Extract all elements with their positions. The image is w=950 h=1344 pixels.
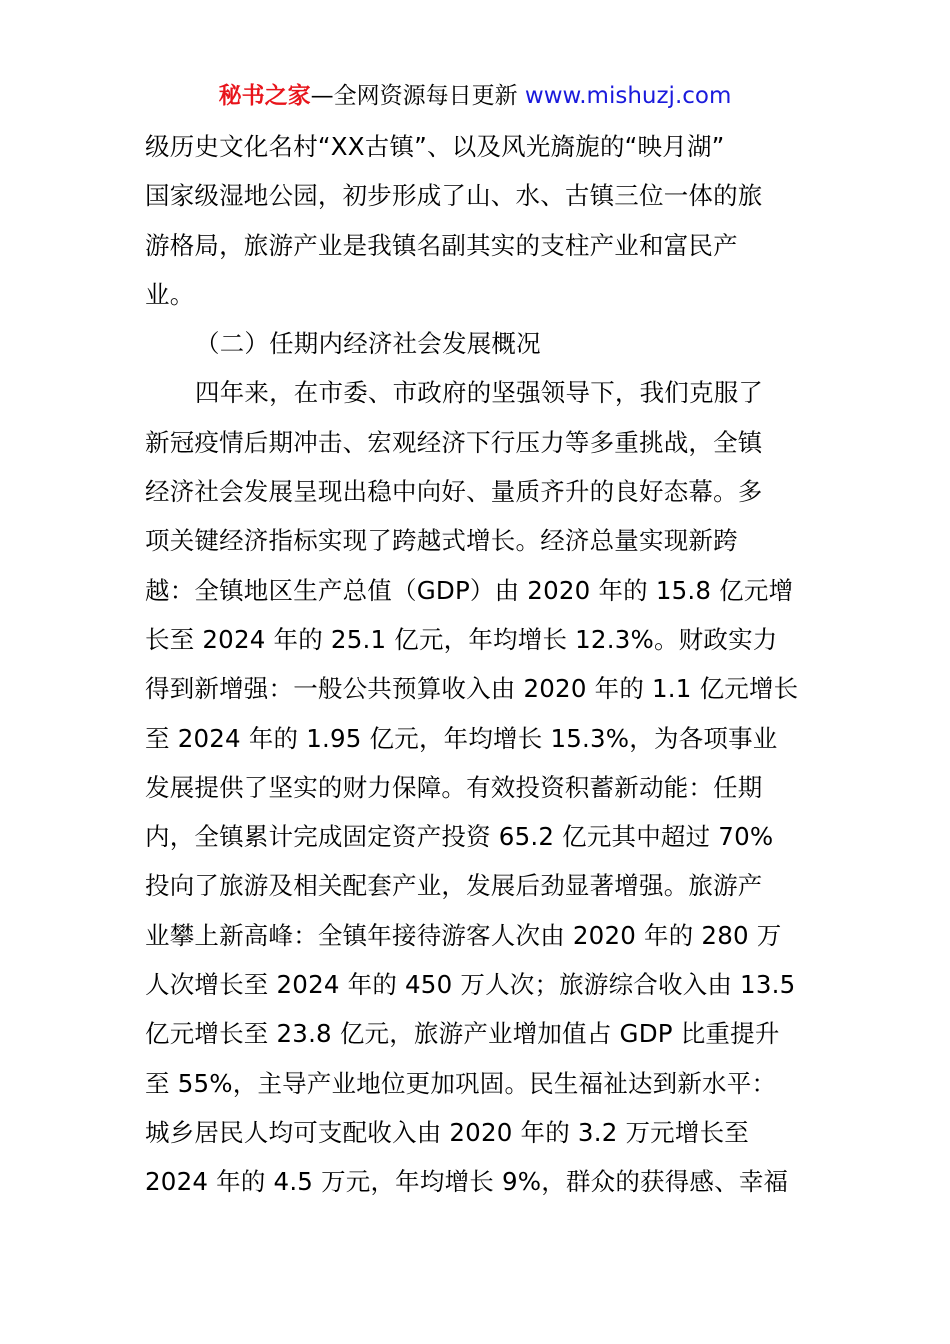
text-line: 发展提供了坚实的财力保障。有效投资积蓄新动能：任期 [145, 772, 763, 802]
text-line: 内，全镇累计完成固定资产投资 65.2 亿元其中超过 70% [145, 822, 774, 852]
text-line: 越：全镇地区生产总值（GDP）由 2020 年的 15.8 亿元增 [145, 575, 794, 605]
text-line: 至 2024 年的 1.95 亿元，年均增长 15.3%，为各项事业 [145, 723, 778, 753]
text-line: 国家级湿地公园，初步形成了山、水、古镇三位一体的旅 [145, 181, 763, 211]
text-line: 项关键经济指标实现了跨越式增长。经济总量实现新跨 [145, 526, 738, 556]
text-line: 人次增长至 2024 年的 450 万人次；旅游综合收入由 13.5 [145, 970, 796, 1000]
text-line: 新冠疫情后期冲击、宏观经济下行压力等多重挑战，全镇 [145, 427, 763, 457]
text-line: 业。 [145, 279, 195, 309]
text-line: 至 55%，主导产业地位更加巩固。民生福祉达到新水平： [145, 1068, 777, 1098]
site-slogan: —全网资源每日更新 [310, 83, 525, 109]
site-header [0, 80, 950, 112]
text-line: 游格局，旅游产业是我镇名副其实的支柱产业和富民产 [145, 230, 738, 260]
text-line: 得到新增强：一般公共预算收入由 2020 年的 1.1 亿元增长 [145, 674, 799, 704]
text-line: 城乡居民人均可支配收入由 2020 年的 3.2 万元增长至 [145, 1117, 749, 1147]
site-brand: 秘书之家 [218, 83, 311, 109]
text-line: 四年来，在市委、市政府的坚强领导下，我们克服了 [195, 378, 764, 408]
text-line: 级历史文化名村“XX古镇”、以及风光旖旎的“映月湖” [145, 132, 725, 161]
text-line: 业攀上新高峰：全镇年接待游客人次由 2020 年的 280 万 [145, 920, 782, 950]
text-line: 经济社会发展呈现出稳中向好、量质齐升的良好态幕。多 [145, 477, 763, 507]
text-line: 2024 年的 4.5 万元，年均增长 9%，群众的获得感、幸福 [145, 1167, 789, 1197]
text-line: 投向了旅游及相关配套产业，发展后劲显著增强。旅游产 [145, 871, 763, 901]
text-line: 长至 2024 年的 25.1 亿元，年均增长 12.3%。财政实力 [145, 624, 778, 654]
site-url-link[interactable]: www.mishuzj.com [524, 83, 732, 109]
section-heading: （二）任期内经济社会发展概况 [195, 329, 541, 359]
text-line: 亿元增长至 23.8 亿元，旅游产业增加值占 GDP 比重提升 [145, 1019, 780, 1049]
document-body [145, 122, 810, 1207]
